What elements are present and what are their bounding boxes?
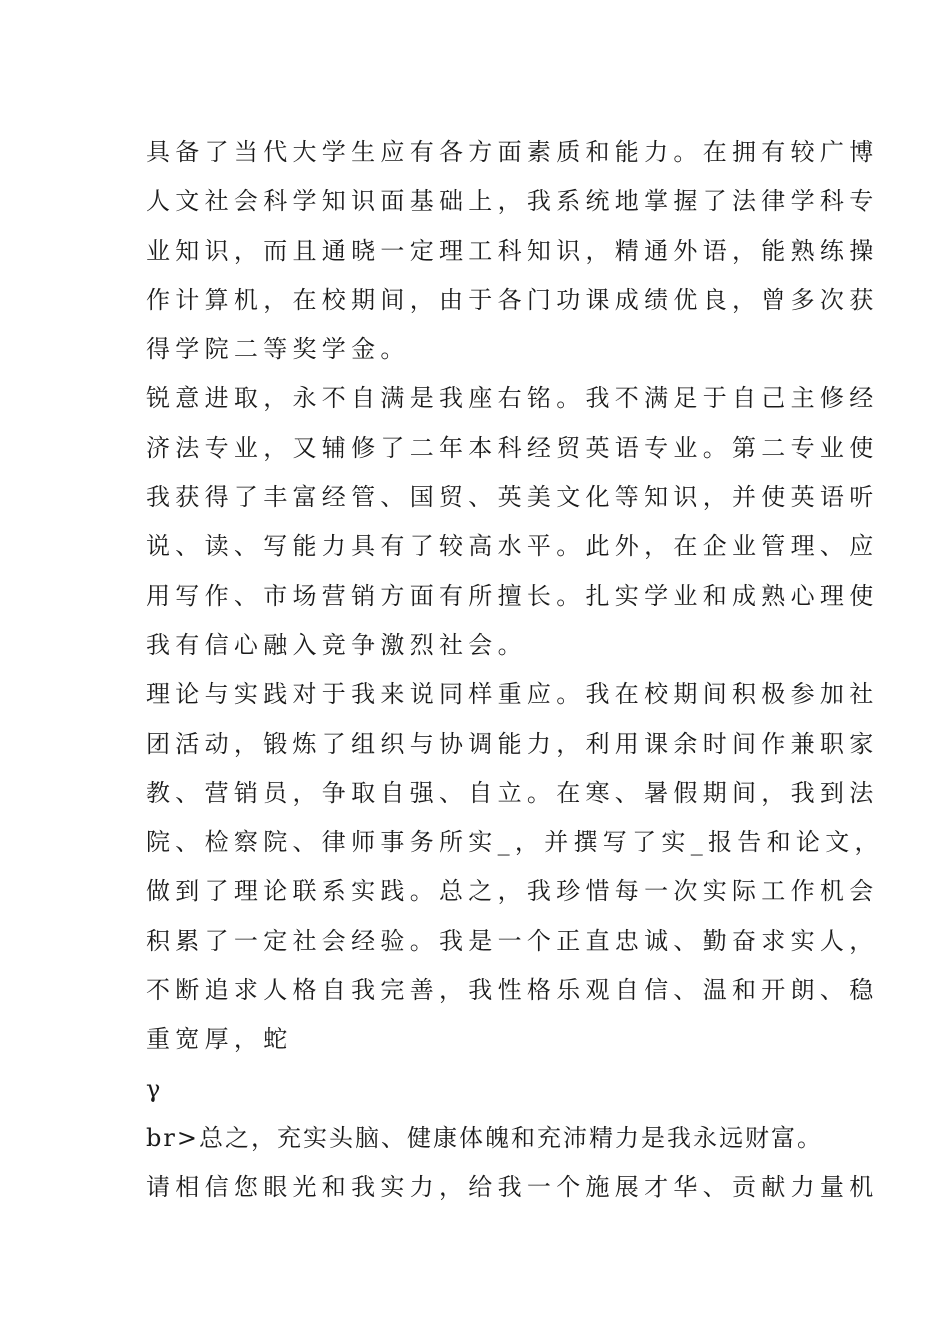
text-line: 具备了当代大学生应有各方面素质和能力。在拥有较广博 [146,138,879,166]
text-line: 团活动，锻炼了组织与协调能力，利用课余时间作兼职家 [146,729,879,758]
text-line: γ [146,1074,166,1103]
body-text [146,128,884,1213]
text-line: 积累了一定社会经验。我是一个正直忠诚、勤奋求实人， [146,926,879,955]
text-line: 教、营销员，争取自强、自立。在寒、暑假期间，我到法 [146,778,879,807]
text-line: 我获得了丰富经管、国贸、英美文化等知识，并使英语听 [146,483,879,512]
text-line: 院、检察院、律师事务所实_，并撰写了实_报告和论文， [146,828,884,857]
text-line: 请相信您眼光和我实力，给我一个施展才华、贡献力量机 [146,1173,879,1202]
text-line: 不断追求人格自我完善，我性格乐观自信、温和开朗、稳 [146,976,879,1005]
text-line: 业知识，而且通晓一定理工科知识，精通外语，能熟练操 [146,236,879,265]
text-line: 用写作、市场营销方面有所擅长。扎实学业和成熟心理使 [146,581,879,610]
text-line: br>总之，充实头脑、健康体魄和充沛精力是我永远财富。 [146,1123,823,1152]
text-line: 说、读、写能力具有了较高水平。此外，在企业管理、应 [146,532,879,561]
text-line: 作计算机，在校期间，由于各门功课成绩优良，曾多次获 [146,285,879,314]
text-line: 理论与实践对于我来说同样重应。我在校期间积极参加社 [146,680,879,709]
text-line: 锐意进取，永不自满是我座右铭。我不满足于自己主修经 [146,384,879,413]
text-line: 我有信心融入竞争激烈社会。 [146,630,527,659]
text-line: 济法专业，又辅修了二年本科经贸英语专业。第二专业使 [146,433,879,462]
text-line: 得学院二等奖学金。 [146,335,410,364]
text-line: 重宽厚，蛇 [146,1025,293,1054]
text-line: 人文社会科学知识面基础上，我系统地掌握了法律学科专 [146,187,879,216]
text-line: 做到了理论联系实践。总之，我珍惜每一次实际工作机会 [146,877,879,906]
